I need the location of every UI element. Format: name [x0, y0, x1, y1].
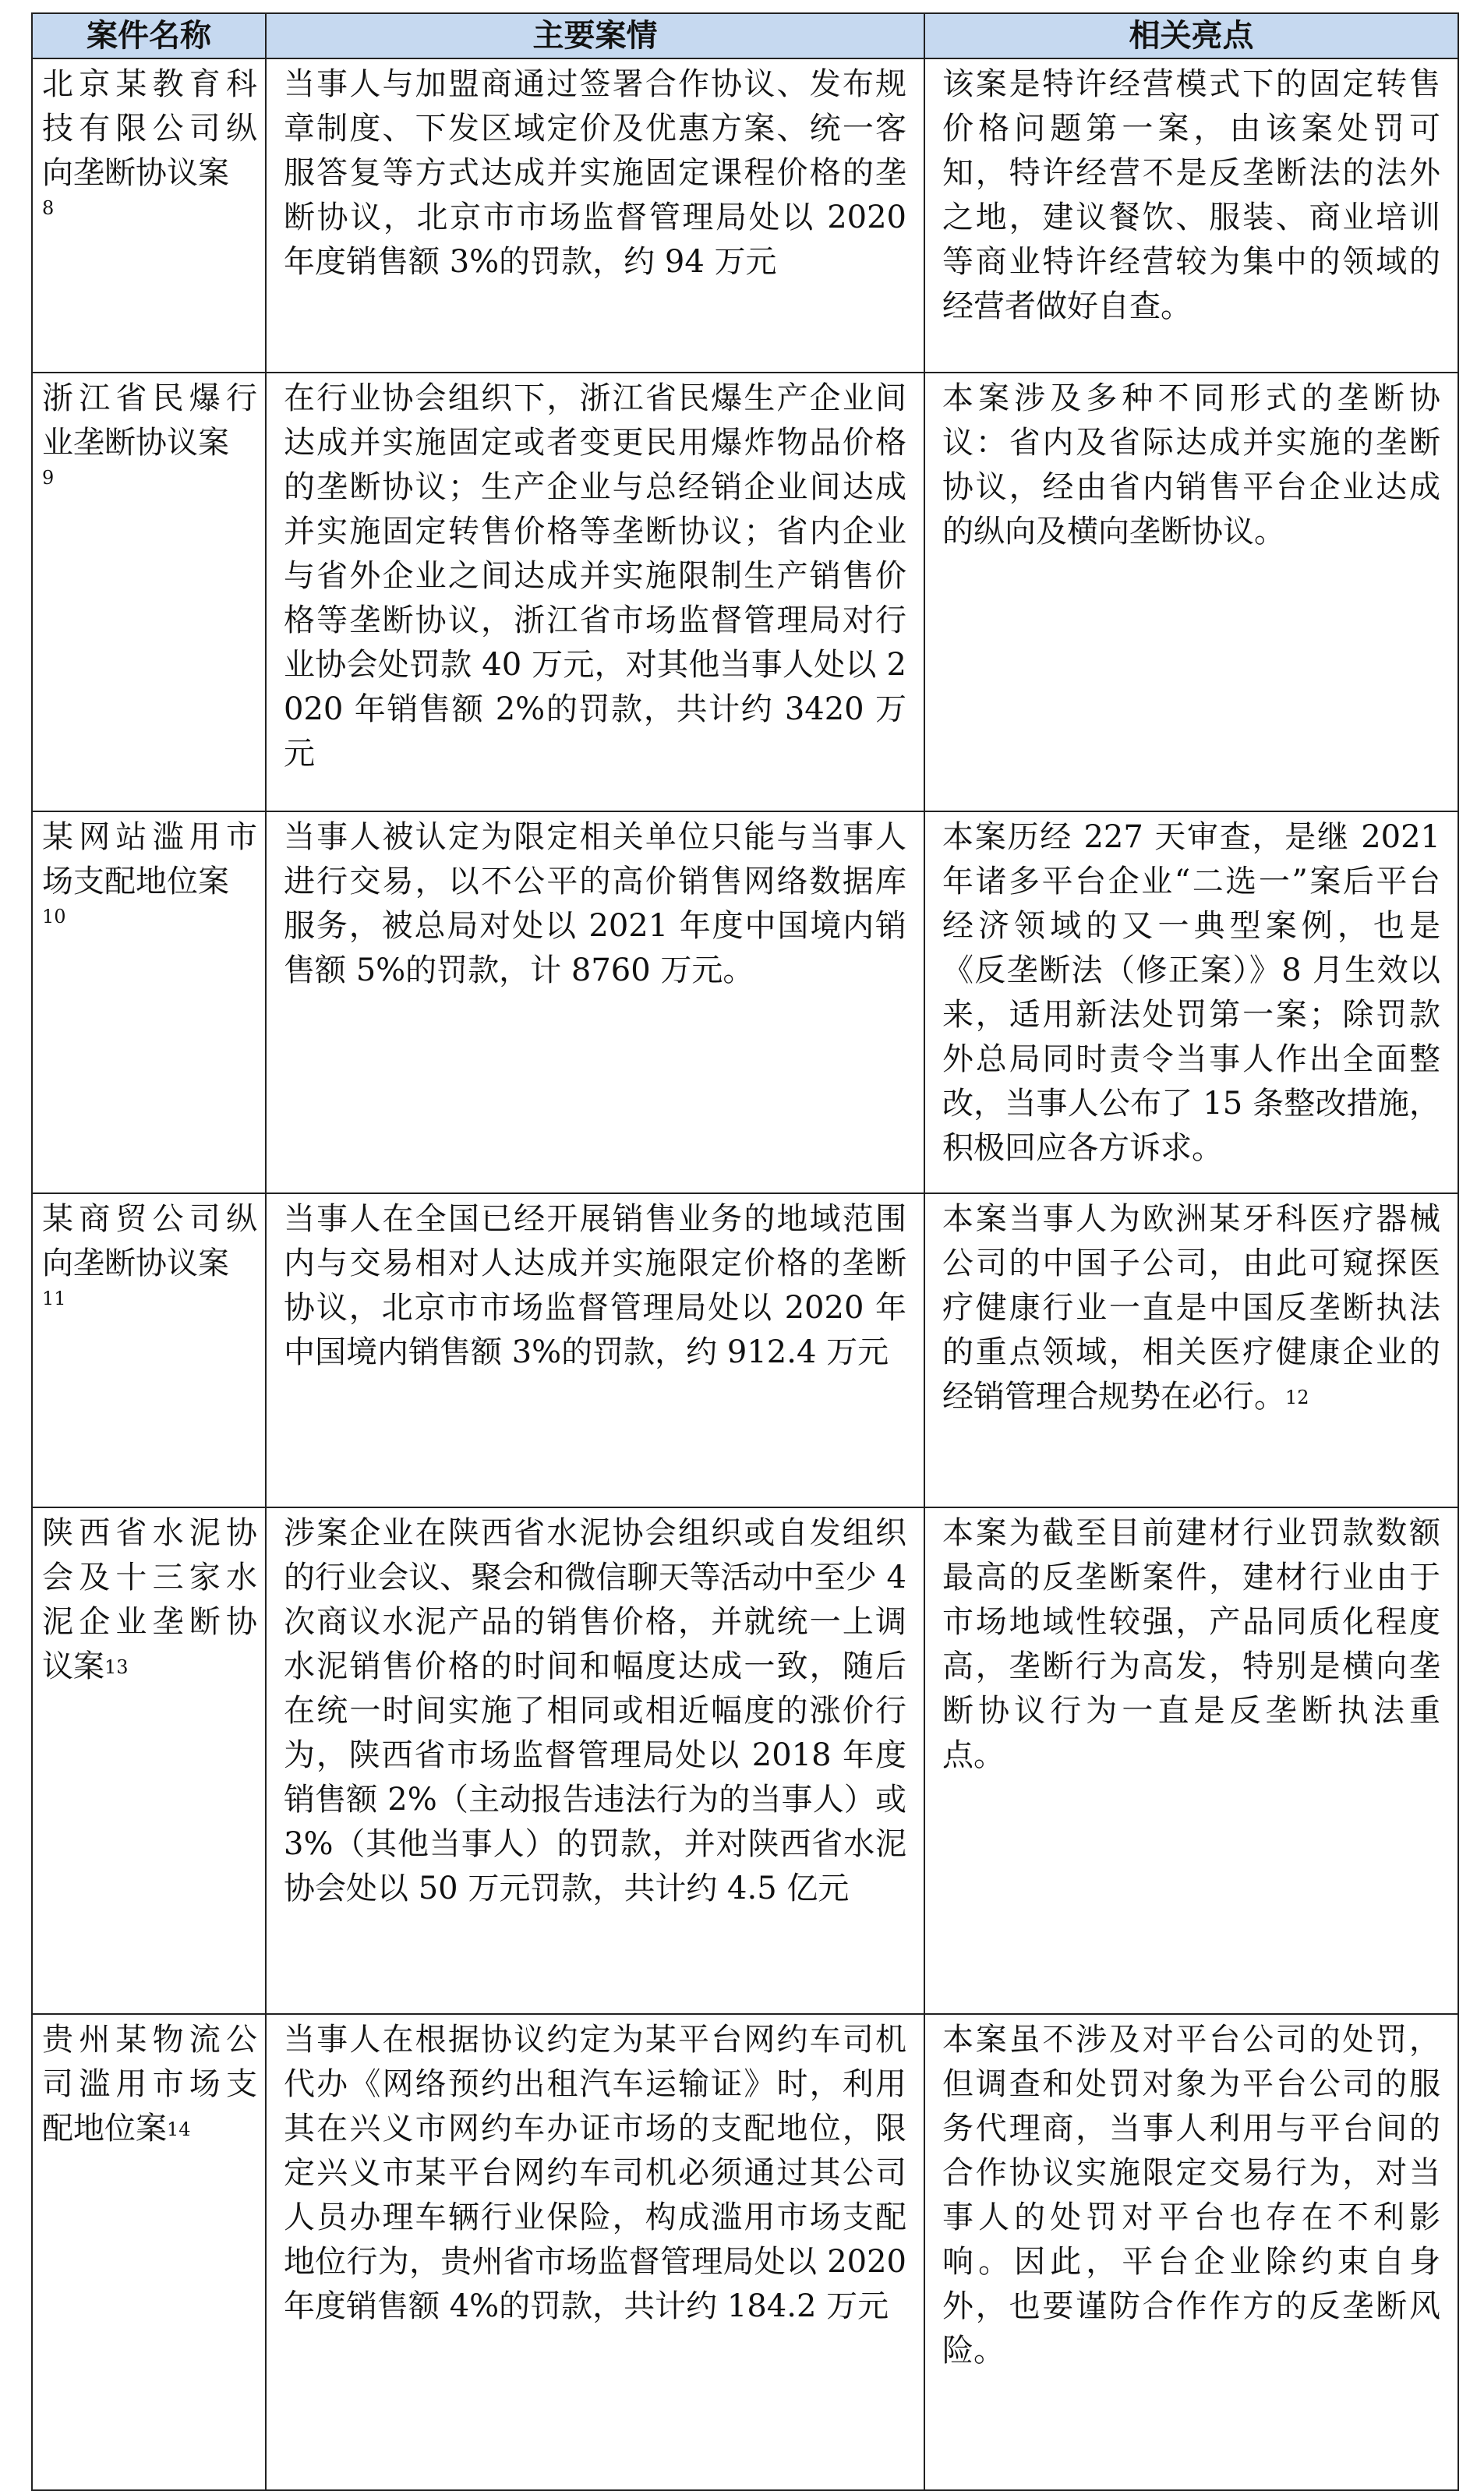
case-name: 贵州某物流公司滥用市场支配地位案 — [42, 2022, 257, 2146]
footnote-marker: 9 — [42, 467, 55, 489]
highlight-cell — [924, 1193, 1458, 1507]
main-facts-cell — [266, 2014, 924, 2490]
case-name: 某商贸公司纵向垄断协议案 — [42, 1201, 257, 1281]
table-row — [32, 811, 1458, 1193]
main-facts-cell — [266, 811, 924, 1193]
main-facts-text: 当事人与加盟商通过签署合作协议、发布规章制度、下发区域定价及优惠方案、统一客服答复等方式达成并实施固定课程价格的垄断协议，北京市市场监督管理局处以 2020 年度销售额 3%的罚款，约 94 万元 — [284, 66, 906, 280]
case-name: 浙江省民爆行业垄断协议案 — [42, 380, 257, 461]
case-name-cell — [32, 1193, 266, 1507]
footnote-marker: 10 — [42, 906, 66, 928]
table-row — [32, 1507, 1458, 2014]
highlight-text: 本案涉及多种不同形式的垄断协议：省内及省际达成并实施的垄断协议，经由省内销售平台企业达成的纵向及横向垄断协议。 — [942, 380, 1440, 549]
table-row — [32, 373, 1458, 811]
highlight-cell — [924, 811, 1458, 1193]
case-name-cell — [32, 1507, 266, 2014]
case-name-cell — [32, 2014, 266, 2490]
table-row — [32, 58, 1458, 373]
footnote-marker: 11 — [42, 1288, 66, 1309]
highlight-text: 本案历经 227 天审查，是继 2021 年诸多平台企业“二选一”案后平台经济领域的又一典型案例，也是《反垄断法（修正案）》8 月生效以来，适用新法处罚第一案；除罚款外总局同时责令当事人作出全面整改，当事人公布了 15 条整改措施，积极回应各方诉求。 — [942, 819, 1440, 1166]
highlight-cell — [924, 373, 1458, 811]
highlight-cell — [924, 2014, 1458, 2490]
table-row — [32, 1193, 1458, 1507]
main-facts-cell — [266, 58, 924, 373]
case-name: 陕西省水泥协会及十三家水泥企业垄断协议案 — [42, 1515, 257, 1684]
cases-table — [31, 12, 1459, 2491]
highlight-cell — [924, 58, 1458, 373]
highlight-text: 本案当事人为欧洲某牙科医疗器械公司的中国子公司，由此可窥探医疗健康行业一直是中国反垄断执法的重点领域，相关医疗健康企业的经销管理合规势在必行。 — [942, 1201, 1440, 1415]
main-facts-cell — [266, 1507, 924, 2014]
case-name-cell — [32, 58, 266, 373]
main-facts-text: 涉案企业在陕西省水泥协会组织或自发组织的行业会议、聚会和微信聊天等活动中至少 4 次商议水泥产品的销售价格，并就统一上调水泥销售价格的时间和幅度达成一致，随后在统一时间实施了相同或相近幅度的涨价行为，陕西省市场监督管理局处以 2018 年度销售额 2%（主动报告违法行为的当事人）或 3%（其他当事人）的罚款，并对陕西省水泥协会处以 50 万元罚款，共计约 4.5 亿元 — [284, 1515, 906, 1906]
footnote-marker: 12 — [1285, 1387, 1309, 1408]
main-facts-cell — [266, 1193, 924, 1507]
footnote-marker: 13 — [104, 1656, 129, 1678]
table-body — [32, 58, 1458, 2490]
table-header-row — [32, 13, 1458, 58]
main-facts-cell — [266, 373, 924, 811]
highlight-text: 该案是特许经营模式下的固定转售价格问题第一案，由该案处罚可知，特许经营不是反垄断法的法外之地，建议餐饮、服装、商业培训等商业特许经营较为集中的领域的经营者做好自查。 — [942, 66, 1440, 324]
header-main-facts: 主要案情 — [266, 13, 924, 58]
case-name: 北京某教育科技有限公司纵向垄断协议案 — [42, 66, 257, 191]
case-name: 某网站滥用市场支配地位案 — [42, 819, 257, 899]
footnote-marker: 14 — [167, 2118, 191, 2140]
main-facts-text: 当事人在根据协议约定为某平台网约车司机代办《网络预约出租汽车运输证》时，利用其在兴义市网约车办证市场的支配地位，限定兴义市某平台网约车司机必须通过其公司人员办理车辆行业保险，构成滥用市场支配地位行为，贵州省市场监督管理局处以 2020 年度销售额 4%的罚款，共计约 184.2 万元 — [284, 2022, 906, 2324]
main-facts-text: 当事人在全国已经开展销售业务的地域范围内与交易相对人达成并实施限定价格的垄断协议，北京市市场监督管理局处以 2020 年中国境内销售额 3%的罚款，约 912.4 万元 — [284, 1201, 906, 1370]
header-case-name: 案件名称 — [32, 13, 266, 58]
case-name-cell — [32, 373, 266, 811]
highlight-cell — [924, 1507, 1458, 2014]
highlight-text: 本案虽不涉及对平台公司的处罚，但调查和处罚对象为平台公司的服务代理商，当事人利用与平台间的合作协议实施限定交易行为，对当事人的处罚对平台也存在不利影响。因此，平台企业除约束自身外，也要谨防合作作方的反垄断风险。 — [942, 2022, 1440, 2369]
header-highlights: 相关亮点 — [924, 13, 1458, 58]
main-facts-text: 当事人被认定为限定相关单位只能与当事人进行交易，以不公平的高价销售网络数据库服务，被总局对处以 2021 年度中国境内销售额 5%的罚款，计 8760 万元。 — [284, 819, 906, 988]
case-name-cell — [32, 811, 266, 1193]
footnote-marker: 8 — [42, 197, 55, 219]
table-row — [32, 2014, 1458, 2490]
main-facts-text: 在行业协会组织下，浙江省民爆生产企业间达成并实施固定或者变更民用爆炸物品价格的垄断协议；生产企业与总经销企业间达成并实施固定转售价格等垄断协议；省内企业与省外企业之间达成并实施限制生产销售价格等垄断协议，浙江省市场监督管理局对行业协会处罚款 40 万元，对其他当事人处以 2020 年销售额 2%的罚款，共计约 3420 万元 — [284, 380, 906, 772]
highlight-text: 本案为截至目前建材行业罚款数额最高的反垄断案件，建材行业由于市场地域性较强，产品同质化程度高，垄断行为高发，特别是横向垄断协议行为一直是反垄断执法重点。 — [942, 1515, 1440, 1773]
